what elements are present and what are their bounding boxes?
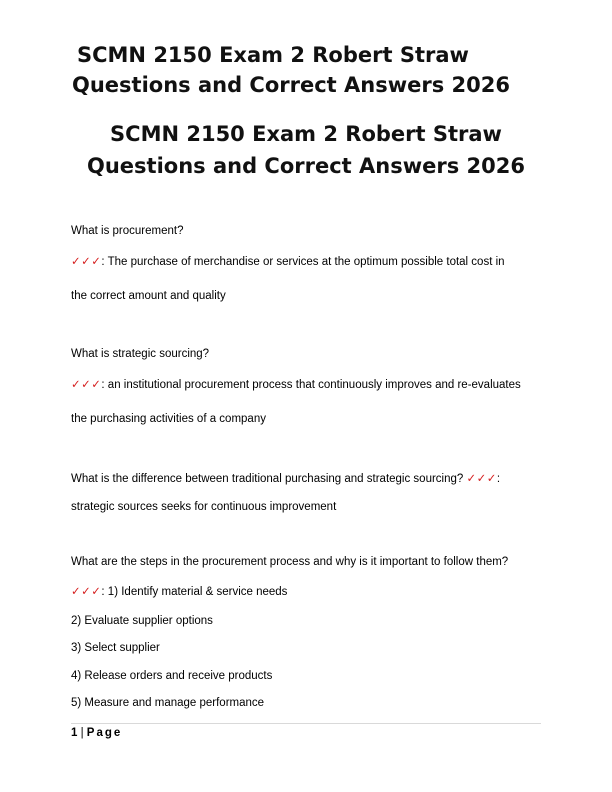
question-1: What is procurement? [71, 225, 184, 237]
check-mark-icon: ✓✓✓ [466, 473, 497, 485]
footer-separator: | [77, 727, 87, 739]
answer-2-line-1 [71, 378, 551, 392]
footer-divider [71, 723, 541, 724]
answer-1-line-2: the correct amount and quality [71, 290, 226, 302]
answer-4-text: : 1) Identify material & service needs [101, 586, 288, 598]
answer-1-line-1 [71, 255, 551, 269]
answer-3-line-2: strategic sources seeks for continuous improvement [71, 501, 337, 513]
answer-4-step: 3) Select supplier [71, 642, 160, 654]
page-number: 1 [71, 727, 78, 739]
document-title-line-2: Questions and Correct Answers 2026 [87, 154, 525, 178]
answer-4-step: 2) Evaluate supplier options [71, 615, 213, 627]
page-label: Page [86, 727, 123, 739]
header-title [72, 40, 552, 100]
answer-4-line-1 [71, 585, 551, 599]
answer-2-text: : an institutional procurement process that continuously improves and re-evaluates [101, 379, 521, 391]
answer-2-line-2: the purchasing activities of a company [71, 413, 266, 425]
page-footer [71, 726, 122, 740]
answer-3-prefix: : [496, 473, 501, 485]
document-title [0, 118, 612, 182]
check-mark-icon: ✓✓✓ [71, 256, 102, 268]
question-3: What is the difference between traditional purchasing and strategic sourcing? [71, 473, 467, 485]
question-3-line [71, 472, 551, 486]
document-title-line-1: SCMN 2150 Exam 2 Robert Straw [110, 122, 502, 146]
question-2: What is strategic sourcing? [71, 348, 210, 360]
header-title-line-2: Questions and Correct Answers 2026 [72, 73, 510, 97]
question-4: What are the steps in the procurement process and why is it important to follow them? [71, 556, 509, 568]
answer-1-text: : The purchase of merchandise or services at the optimum possible total cost in [101, 256, 505, 268]
check-mark-icon: ✓✓✓ [71, 379, 102, 391]
answer-4-step: 5) Measure and manage performance [71, 697, 265, 709]
check-mark-icon: ✓✓✓ [71, 586, 102, 598]
header-title-line-1: SCMN 2150 Exam 2 Robert Straw [77, 43, 469, 67]
answer-4-step: 4) Release orders and receive products [71, 670, 273, 682]
